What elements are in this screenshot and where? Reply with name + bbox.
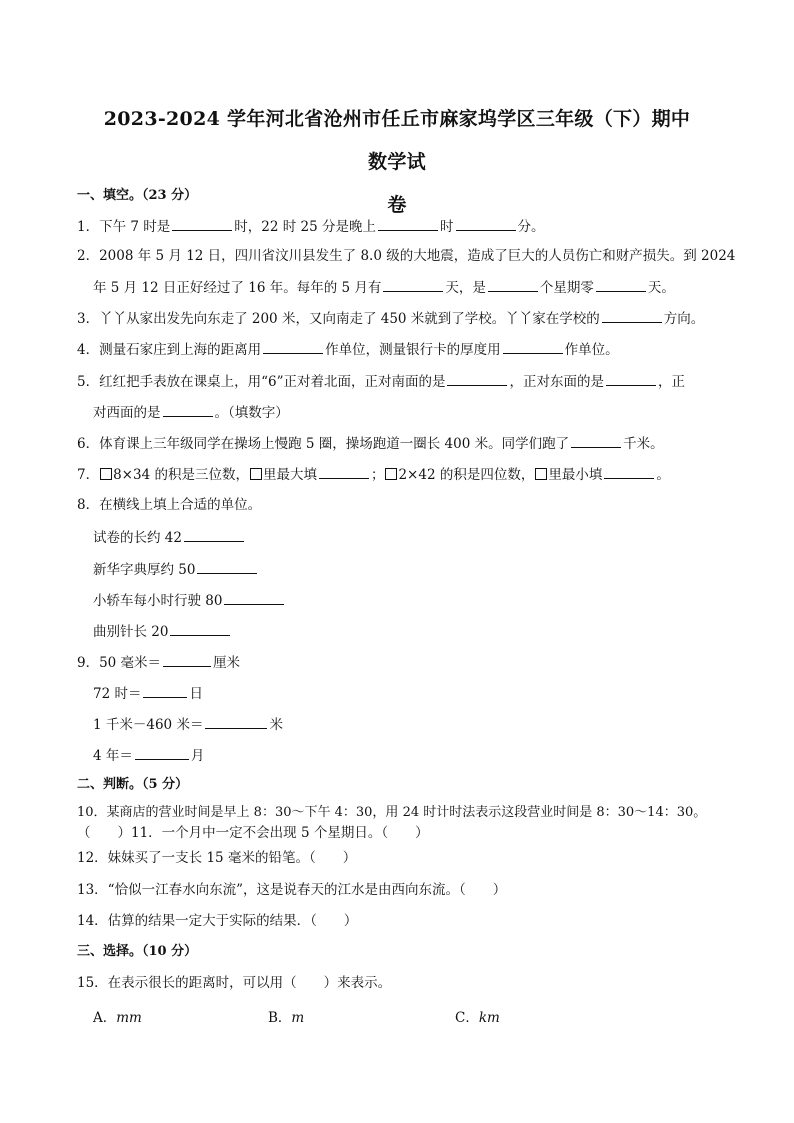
- answer-blank[interactable]: [184, 527, 244, 542]
- section-choice-heading: 三、选择。（10 分）: [77, 944, 198, 959]
- page-title: [96, 98, 698, 227]
- answer-blank[interactable]: [503, 339, 563, 354]
- option-a[interactable]: A．mm: [93, 1010, 142, 1026]
- section-true-false-heading: 二、判断。（5 分）: [77, 777, 189, 792]
- unit-item: 曲别针长 20: [93, 621, 232, 642]
- question-1: 1．下午 7 时是 时，22 时 25 分是晚上 时 分。: [77, 216, 545, 237]
- answer-blank[interactable]: [143, 683, 187, 698]
- answer-blank[interactable]: [488, 277, 538, 292]
- answer-blank[interactable]: [205, 714, 267, 729]
- answer-blank[interactable]: [172, 216, 232, 231]
- answer-blank[interactable]: [378, 216, 438, 231]
- question-5-line-2: 对西面的是 。（填数字）: [93, 402, 289, 423]
- answer-blank[interactable]: [263, 339, 323, 354]
- question-10-line-1: 10．某商店的营业时间是早上 8：30～下午 4：30，用 24 时计时法表示这段营业时间是 8：30～14：30。: [77, 805, 707, 820]
- question-6: 6．体育课上三年级同学在操场上慢跑 5 圈，操场跑道一圈长 400 米。同学们跑了 千米。: [77, 433, 664, 454]
- question-9-line-4: 4 年＝ 月: [93, 745, 204, 766]
- question-12: 12．妹妹买了一支长 15 毫米的铅笔。（ ）: [77, 850, 357, 866]
- question-8-label: 8．在横线上填上合适的单位。: [77, 497, 262, 513]
- answer-blank[interactable]: [447, 371, 507, 386]
- box-placeholder-icon: [535, 468, 547, 480]
- answer-blank[interactable]: [319, 464, 369, 479]
- answer-blank[interactable]: [606, 371, 656, 386]
- answer-blank[interactable]: [135, 745, 189, 760]
- title-line-1: 2023-2024 学年河北省沧州市任丘市麻家坞学区三年级（下）期中数学试: [103, 108, 691, 173]
- question-13: 13．“恰似一江春水向东流”，这是说春天的江水是由西向东流。（ ）: [77, 882, 507, 898]
- question-15: 15．在表示很长的距离时，可以用（ ）来表示。: [77, 975, 392, 991]
- question-2-line-1: 2．2008 年 5 月 12 日，四川省汶川县发生了 8.0 级的大地震，造成了巨大的人员伤亡和财产损失。到 2024: [77, 248, 736, 264]
- answer-blank[interactable]: [596, 277, 646, 292]
- answer-blank[interactable]: [170, 621, 230, 636]
- answer-blank[interactable]: [163, 652, 211, 667]
- answer-blank[interactable]: [163, 402, 213, 417]
- question-10-line-2: （ ）11．一个月中一定不会出现 5 个星期日。（ ）: [77, 825, 429, 841]
- question-9-line-3: 1 千米－460 米＝ 米: [93, 714, 283, 735]
- unit-item: 试卷的长约 42: [93, 527, 246, 548]
- title-line-2: 卷: [387, 194, 407, 216]
- question-9-line-2: 72 时＝ 日: [93, 683, 203, 704]
- answer-blank[interactable]: [571, 433, 621, 448]
- unit-item: 小轿车每小时行驶 80: [93, 590, 286, 611]
- answer-blank[interactable]: [604, 464, 654, 479]
- answer-blank[interactable]: [456, 216, 516, 231]
- question-5-line-1: 5．红红把手表放在课桌上，用“6”正对着北面，正对南面的是 ，正对东面的是 ，正: [77, 371, 685, 392]
- question-3: 3．丫丫从家出发先向东走了 200 米，又向南走了 450 米就到了学校。丫丫家在学校的 方向。: [77, 308, 704, 329]
- option-c[interactable]: C．km: [455, 1010, 500, 1026]
- question-4: 4．测量石家庄到上海的距离用 作单位，测量银行卡的厚度用 作单位。: [77, 339, 619, 360]
- box-placeholder-icon: [250, 468, 262, 480]
- box-placeholder-icon: [385, 468, 397, 480]
- question-7: 7． 8×34 的积是三位数， 里最大填 ； 2×42 的积是四位数， 里最小填 。: [77, 464, 670, 485]
- question-14: 14．估算的结果一定大于实际的结果．（ ）: [77, 913, 358, 929]
- answer-blank[interactable]: [197, 559, 257, 574]
- answer-blank[interactable]: [224, 590, 284, 605]
- question-2-line-2: 年 5 月 12 日正好经过了 16 年。每年的 5 月有 天，是 个星期零 天。: [93, 277, 675, 298]
- answer-blank[interactable]: [602, 308, 662, 323]
- option-b[interactable]: B．m: [268, 1010, 305, 1026]
- question-9-line-1: 9．50 毫米＝ 厘米: [77, 652, 240, 673]
- box-placeholder-icon: [100, 468, 112, 480]
- section-fill-blank-heading: 一、填空。（23 分）: [77, 188, 198, 203]
- answer-blank[interactable]: [383, 277, 443, 292]
- unit-item: 新华字典厚约 50: [93, 559, 259, 580]
